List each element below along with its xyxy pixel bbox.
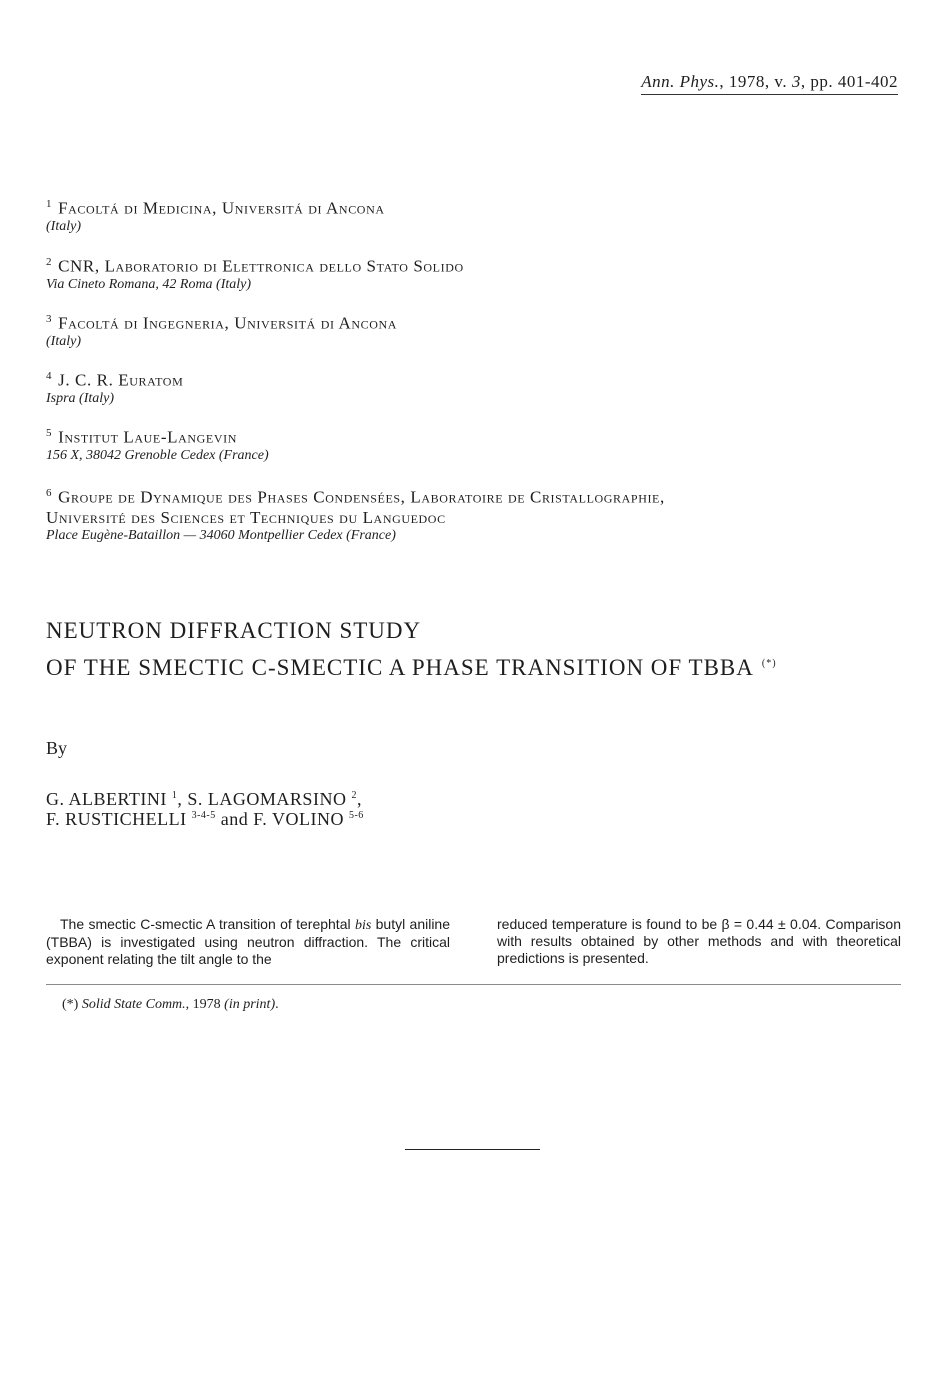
paper-title-text: OF THE SMECTIC C-SMECTIC A PHASE TRANSITION OF TBBA xyxy=(46,655,754,680)
paper-title-line-2 xyxy=(46,655,777,681)
footnote-status: (in print) xyxy=(224,997,276,1012)
journal-volume: 3 xyxy=(791,72,801,91)
footnote xyxy=(62,997,279,1013)
affiliation-number: 6 xyxy=(46,487,53,499)
author-separator: , xyxy=(356,789,362,809)
author-name: G. ALBERTINI xyxy=(46,789,172,809)
journal-name: Ann. Phys. xyxy=(641,72,720,91)
title-footnote-marker: (*) xyxy=(761,658,777,670)
footnote-journal: Solid State Comm. xyxy=(81,997,186,1012)
author-name: S. LAGOMARSINO xyxy=(187,789,352,809)
journal-year: 1978 xyxy=(728,72,765,91)
paper-title-line-1: NEUTRON DIFFRACTION STUDY xyxy=(46,618,422,643)
header-sep-2: , v. xyxy=(764,72,792,91)
affiliation-2 xyxy=(46,256,464,293)
affiliation-name: Groupe de Dynamique des Phases Condensées, Laboratoire de Cristallographie, xyxy=(58,487,665,507)
author-separator: , xyxy=(177,789,188,809)
author-separator: and xyxy=(215,809,254,829)
affiliation-name: Facoltá di Medicina, Universitá di Ancona xyxy=(58,198,385,218)
affiliation-6 xyxy=(46,487,665,544)
affiliation-number: 1 xyxy=(46,198,53,210)
author-name: F. RUSTICHELLI xyxy=(46,809,192,829)
journal-pages: , pp. 401-402 xyxy=(800,72,898,91)
footnote-marker: (*) xyxy=(62,997,82,1012)
authors-line-2 xyxy=(46,806,364,829)
affiliation-location: (Italy) xyxy=(46,333,81,349)
abstract-column-1 xyxy=(46,916,450,968)
affiliation-number: 3 xyxy=(46,313,53,325)
affiliation-5 xyxy=(46,427,269,464)
affiliation-3 xyxy=(46,313,397,350)
affiliation-4 xyxy=(46,370,183,407)
author-affiliation-ref: 5-6 xyxy=(348,810,364,821)
affiliation-number: 4 xyxy=(46,370,53,382)
author-name: F. VOLINO xyxy=(253,809,349,829)
author-affiliation-ref: 2 xyxy=(351,790,357,801)
footnote-end: . xyxy=(275,997,279,1012)
affiliation-number: 2 xyxy=(46,256,53,268)
author-affiliation-ref: 1 xyxy=(171,790,178,801)
abstract-italic-word: bis xyxy=(354,918,372,933)
author-affiliation-ref: 3-4-5 xyxy=(191,810,216,821)
abstract-text: butyl aniline (TBBA) is investigated using neutron diffraction. The critical exponent relating the tilt angle to the xyxy=(46,916,451,967)
footnote-year: , 1978 xyxy=(185,997,225,1012)
affiliation-name: J. C. R. Euratom xyxy=(58,370,184,390)
affiliation-number: 5 xyxy=(46,427,53,439)
affiliation-name-line-2: Université des Sciences et Techniques du Languedoc xyxy=(46,507,446,527)
abstract-text: The smectic C-smectic A transition of terephtal xyxy=(60,916,355,932)
affiliation-name: CNR, Laboratorio di Elettronica dello Stato Solido xyxy=(58,256,464,276)
affiliation-location: Via Cineto Romana, 42 Roma (Italy) xyxy=(46,276,252,292)
affiliation-name: Facoltá di Ingegneria, Universitá di Ancona xyxy=(58,313,398,333)
affiliation-location: 156 X, 38042 Grenoble Cedex (France) xyxy=(46,447,269,463)
affiliation-location: Ispra (Italy) xyxy=(46,390,115,406)
journal-header xyxy=(641,72,898,95)
affiliation-1 xyxy=(46,198,385,235)
section-divider xyxy=(46,984,901,985)
abstract-column-2: reduced temperature is found to be β = 0.44 ± 0.04. Comparison with results obtained by other methods and with theoretical predictions is presented. xyxy=(497,916,901,966)
by-label: By xyxy=(46,738,68,758)
affiliation-name: Institut Laue-Langevin xyxy=(58,427,237,447)
affiliation-location: Place Eugène-Bataillon — 34060 Montpellier Cedex (France) xyxy=(46,527,396,543)
affiliation-location: (Italy) xyxy=(46,218,81,234)
header-sep-1: , xyxy=(719,72,729,91)
end-rule xyxy=(405,1149,540,1150)
